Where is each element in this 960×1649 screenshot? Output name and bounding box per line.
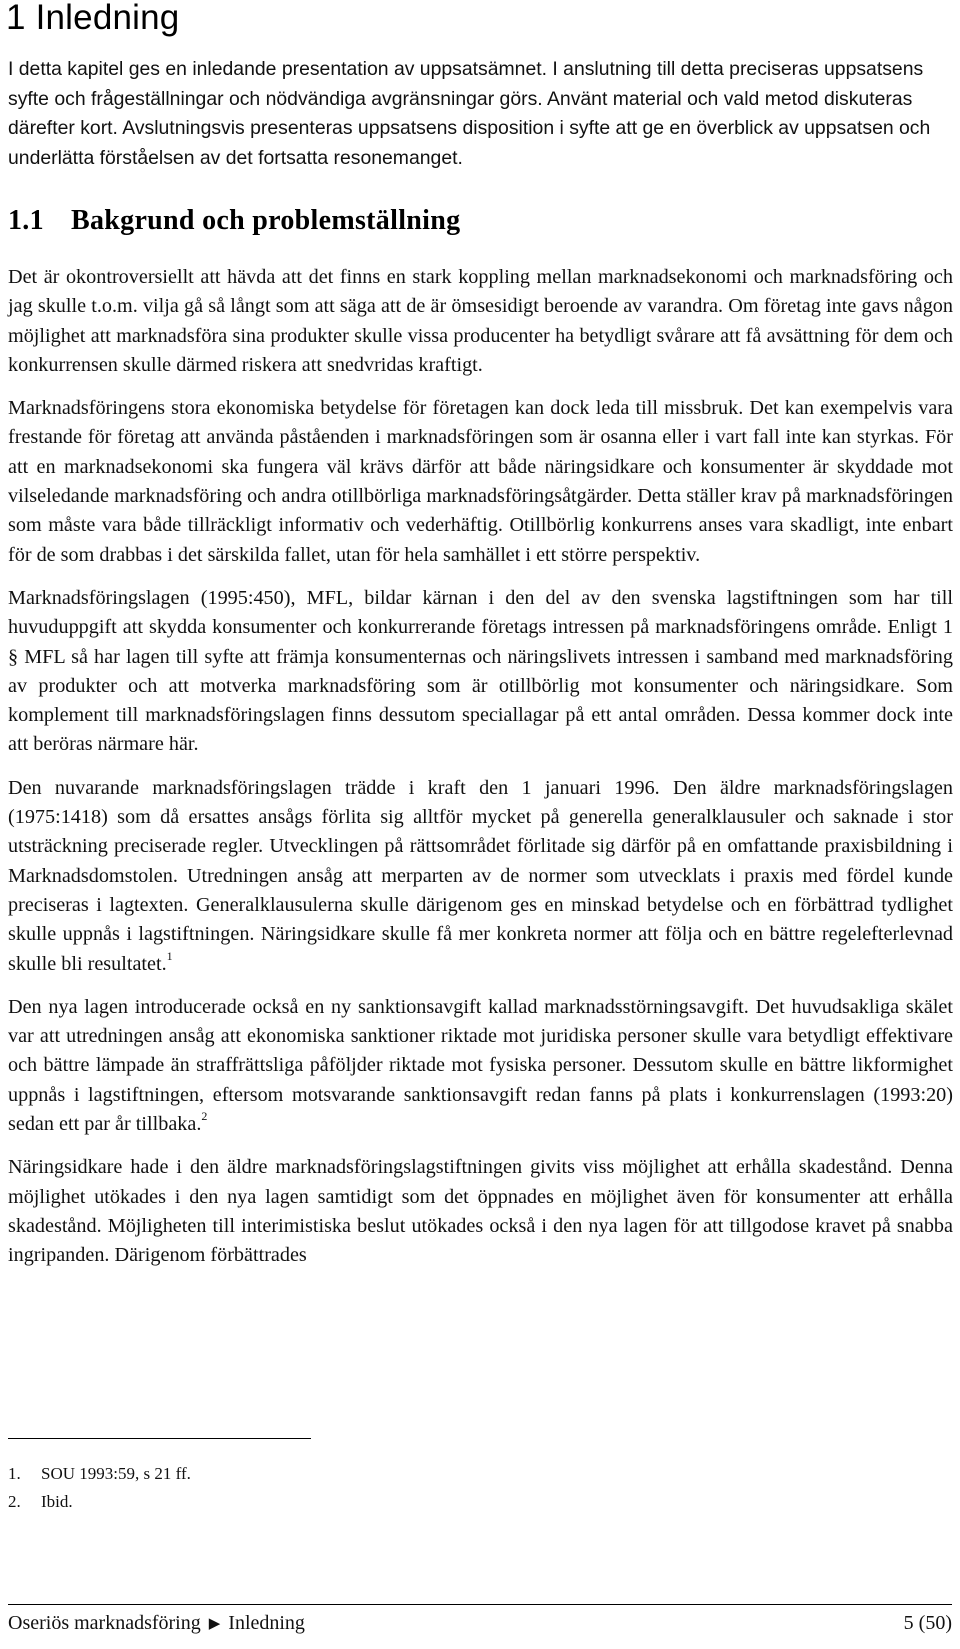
paragraph-3: Marknadsföringslagen (1995:450), MFL, bildar kärnan i den del av den svenska lagstiftningen som har till huvuduppgift att skydda konsumenter och konkurrerande företags intressen på marknadsföringens område. Enligt 1 § MFL så har lagen till syfte att främja konsumenternas och näringslivets intressen i samband med marknadsföring av produkter och att motverka marknadsföring som är otillbörlig mot konsumenter och näringsidkare. Som komplement till marknadsföringslagen finns dessutom speciallagar på ett antal områden. Dessa kommer dock inte att beröras närmare här. — [8, 586, 953, 756]
footnote-ref-1[interactable]: 1 — [166, 948, 173, 963]
page-footer — [8, 1609, 952, 1639]
footer-document-title: Oseriös marknadsföring — [8, 1612, 201, 1634]
section-number: 1.1 — [8, 205, 44, 236]
footer-divider — [8, 1604, 952, 1605]
footnote-ref-2[interactable]: 2 — [201, 1109, 208, 1124]
footnote-item — [8, 1488, 191, 1516]
footer-chapter: Inledning — [228, 1612, 305, 1634]
paragraph-2: Marknadsföringens stora ekonomiska betydelse för företagen kan dock leda till missbruk. Det kan exempelvis vara frestande för företag att använda påståenden i marknadsföringen som är osanna eller i vart fall inte kan styrkas. För att en marknadsekonomi ska fungera väl krävs därför att både näringsidkare och konsumenter är skyddade mot vilseledande marknadsföring och andra otillbörliga marknadsföringsåtgärder. Detta ställer krav på marknadsföringen som måste vara både tillräckligt informativ och vederhäftig. Otillbörlig konkurrens anses vara skadligt, inte enbart för de som drabbas i det särskilda fallet, utan för hela samhället i ett större perspektiv. — [8, 397, 953, 566]
paragraph-6: Näringsidkare hade i den äldre marknadsföringslagstiftningen givits viss möjlighet att erhålla skadestånd. Denna möjlighet utökades i den nya lagen samtidigt som det öppnades en möjlighet även för konsumenter att erhålla skadestånd. Möjligheten till interimistiska beslut utökades också i den nya lagen för att tillgodose kravet på snabba ingripanden. Därigenom förbättrades — [8, 1156, 953, 1267]
footnote-text: SOU 1993:59, s 21 ff. — [41, 1464, 191, 1483]
page-number: 5 (50) — [903, 1612, 952, 1634]
footnote-item — [8, 1460, 191, 1488]
section-body — [8, 263, 953, 1285]
paragraph-5-text: Den nya lagen introducerade också en ny sanktionsavgift kallad marknadsstörningsavgift. Det huvudsakliga skälet var att utredningen ansåg att ekonomiska sanktioner riktade mot juridiska personer skulle vara betydligt effektivare och bättre lämpade än straffrättsliga påföljder riktade mot fysiska personer. Dessutom skulle en bättre likformighet uppnås i lagstiftningen, eftersom motsvarande sanktionsavgift redan fanns på plats i konkurrenslagen (1993:20) sedan ett par år tillbaka. — [8, 995, 953, 1136]
paragraph-1: Det är okontroversiellt att hävda att det finns en stark koppling mellan marknadsekonomi och marknadsföring och jag skulle t.o.m. vilja gå så långt som att säga att de är ömsesidigt beroende av varandra. Om företag inte gavs någon möjlighet att marknadsföra sina produkter skulle vissa producenter ha betydligt svårare att få avsättning för dem och konkurrensen skulle därmed riskera att snedvridas kraftigt. — [8, 266, 953, 376]
triangle-right-icon: ▶ — [208, 1616, 221, 1632]
footnote-number: 2. — [8, 1492, 21, 1511]
chapter-title: 1 Inledning — [6, 0, 180, 37]
footnote-divider — [8, 1438, 311, 1439]
paragraph-4 — [8, 774, 953, 979]
footnotes — [8, 1460, 191, 1516]
section-title: Bakgrund och problemställning — [71, 205, 461, 236]
paragraph-4-text: Den nuvarande marknadsföringslagen trädde i kraft den 1 januari 1996. Den äldre marknadsföringslagen (1975:1418) som då ersattes ansågs förlita sig alltför mycket på generella generalklausuler och saknade i stor utsträckning preciserade regler. Utvecklingen på rättsområdet förlitade sig därför på en omfattande praxisbildning i Marknadsdomstolen. Utredningen ansåg att merparten av de normer som utvecklats i praxis med fördel kunde preciseras i lagtexten. Generalklausulerna skulle därigenom ges en minskad betydelse och en förbättrad tydlighet skulle uppnås i lagstiftningen. Näringsidkare skulle få mer konkreta normer att följa och en bättre regelefterlevnad skulle bli resultatet. — [8, 776, 953, 975]
footnote-text: Ibid. — [41, 1492, 73, 1511]
chapter-intro: I detta kapitel ges en inledande presentation av uppsatsämnet. I anslutning till detta preciseras uppsatsens syfte och frågeställningar och nödvändiga avgränsningar görs. Använt material och vald metod diskuteras därefter kort. Avslutningsvis presenteras uppsatsens disposition i syfte att ge en överblick av uppsatsen och underlätta förståelsen av det fortsatta resonemanget. — [8, 58, 931, 169]
section-heading — [8, 205, 460, 237]
paragraph-5 — [8, 993, 953, 1139]
footnote-number: 1. — [8, 1464, 21, 1483]
